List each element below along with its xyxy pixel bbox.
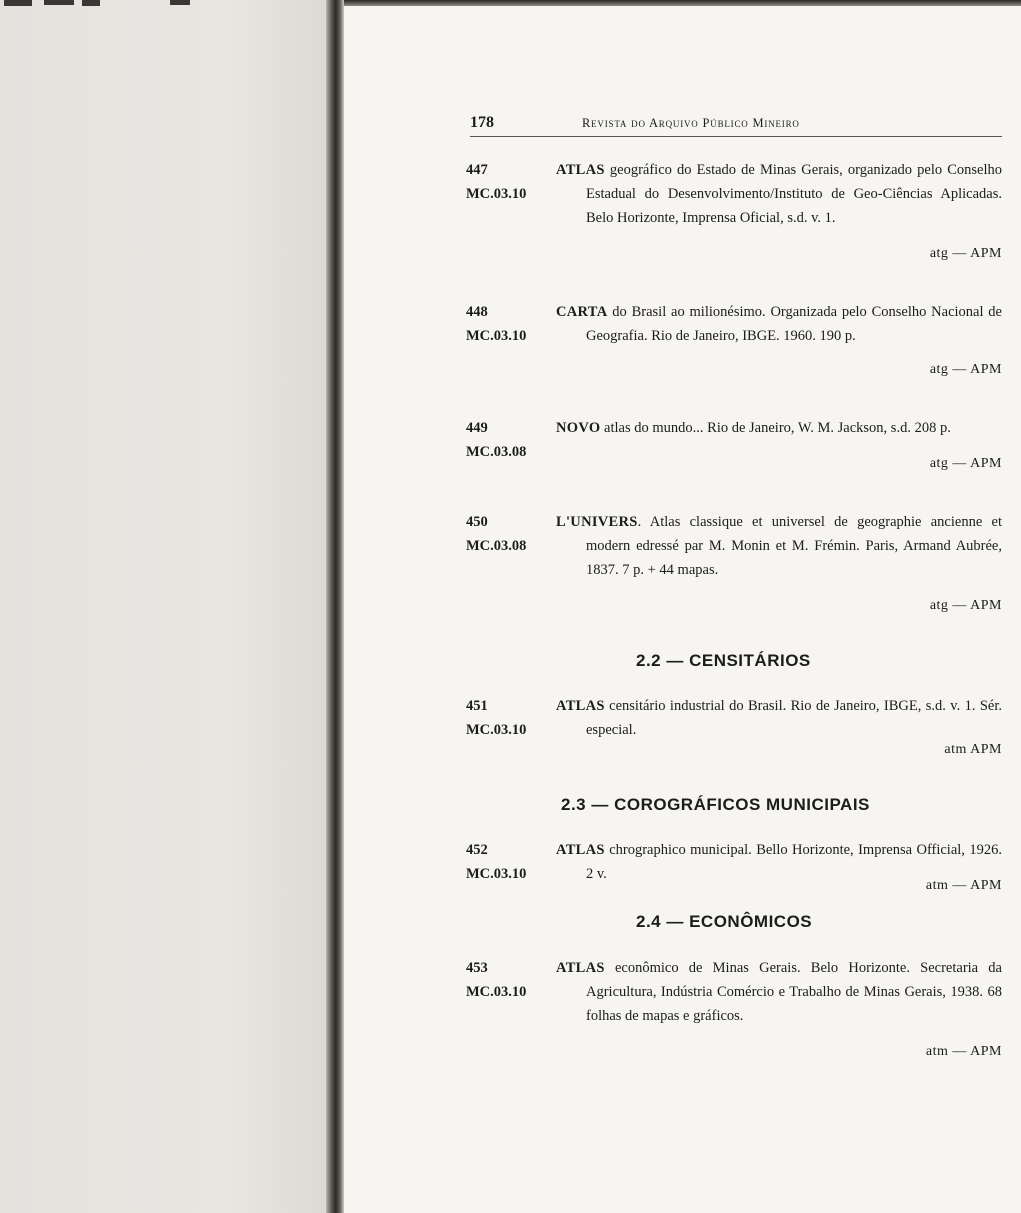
left-page [0,0,330,1213]
entry-number: 451 [466,698,488,714]
entry-description: chrographico municipal. Bello Horizonte, Imprensa Official, 1926. 2 v. [586,842,1002,882]
entry-location: atg — APM [929,362,1002,377]
running-title: Revista do Arquivo Público Mineiro [582,116,800,130]
entry-code [466,694,552,742]
print-smudge [44,0,74,5]
entry-number: 450 [466,514,488,530]
entry-text [556,694,1002,742]
print-smudge [170,0,190,5]
entry-call-number: MC.03.10 [466,722,527,738]
page-number: 178 [470,114,494,131]
entry-call-number: MC.03.08 [466,444,527,460]
entry-call-number: MC.03.08 [466,538,527,554]
entry-description: . Atlas classique et universel de geographie ancienne et modern edressé par M. Monin et M. Frémin. Paris, Armand Aubrée, 1837. 7 p. + 44 mapas. [586,514,1002,578]
entry-lead-word: ATLAS [556,162,605,178]
entry-lead-word: NOVO [556,420,601,436]
entry-code [466,416,552,464]
entry-description: do Brasil ao milionésimo. Organizada pelo Conselho Nacional de Geografia. Rio de Janeiro, IBGE. 1960. 190 p. [586,304,1002,344]
entry-lead-word: ATLAS [556,698,605,714]
entry-call-number: MC.03.10 [466,186,527,202]
entry-location: atg — APM [929,456,1002,471]
entry-code [466,300,552,348]
entry-location: atg — APM [929,598,1002,613]
entry-description: atlas do mundo... Rio de Janeiro, W. M. Jackson, s.d. 208 p. [600,420,951,436]
entry-number: 448 [466,304,488,320]
entry-location: atg — APM [929,246,1002,261]
entry-lead-word: ATLAS [556,960,605,976]
entry-description: econômico de Minas Gerais. Belo Horizonte. Secretaria da Agricultura, Indústria Comércio e Trabalho de Minas Gerais, 1938. 68 folhas de mapas e gráficos. [586,960,1002,1024]
page-header [470,114,1002,137]
entry-description: geográfico do Estado de Minas Gerais, organizado pelo Conselho Estadual do Desenvolvimento/Instituto de Geo-Ciências Aplicadas. Belo Horizonte, Imprensa Oficial, s.d. v. 1. [586,162,1002,226]
entry-location: atm APM [944,742,1002,757]
print-smudge [82,0,100,6]
entry-lead-word: ATLAS [556,842,605,858]
entry-code [466,158,552,206]
book-spine [326,0,344,1213]
entry-text [556,416,1002,440]
entry-number: 453 [466,960,488,976]
section-heading-censitarios: 2.2 — CENSITÁRIOS [636,651,811,670]
entry-number: 447 [466,162,488,178]
entry-code [466,838,552,886]
entry-call-number: MC.03.10 [466,866,527,882]
entry-text [556,300,1002,348]
print-smudge [4,0,32,6]
entry-number: 449 [466,420,488,436]
entry-code [466,956,552,1004]
entry-location: atm — APM [925,1044,1002,1059]
entry-text [556,158,1002,230]
entry-lead-word: CARTA [556,304,608,320]
entry-text [556,956,1002,1028]
entry-description: censitário industrial do Brasil. Rio de Janeiro, IBGE, s.d. v. 1. Sér. especial. [586,698,1002,738]
entry-call-number: MC.03.10 [466,984,527,1000]
entry-lead-word: L'UNIVERS [556,514,638,530]
entry-text [556,510,1002,582]
entry-call-number: MC.03.10 [466,328,527,344]
section-heading-corograficos: 2.3 — COROGRÁFICOS MUNICIPAIS [561,795,870,814]
entry-number: 452 [466,842,488,858]
section-heading-economicos: 2.4 — ECONÔMICOS [636,912,813,931]
entry-location: atm — APM [925,878,1002,893]
entry-code [466,510,552,558]
